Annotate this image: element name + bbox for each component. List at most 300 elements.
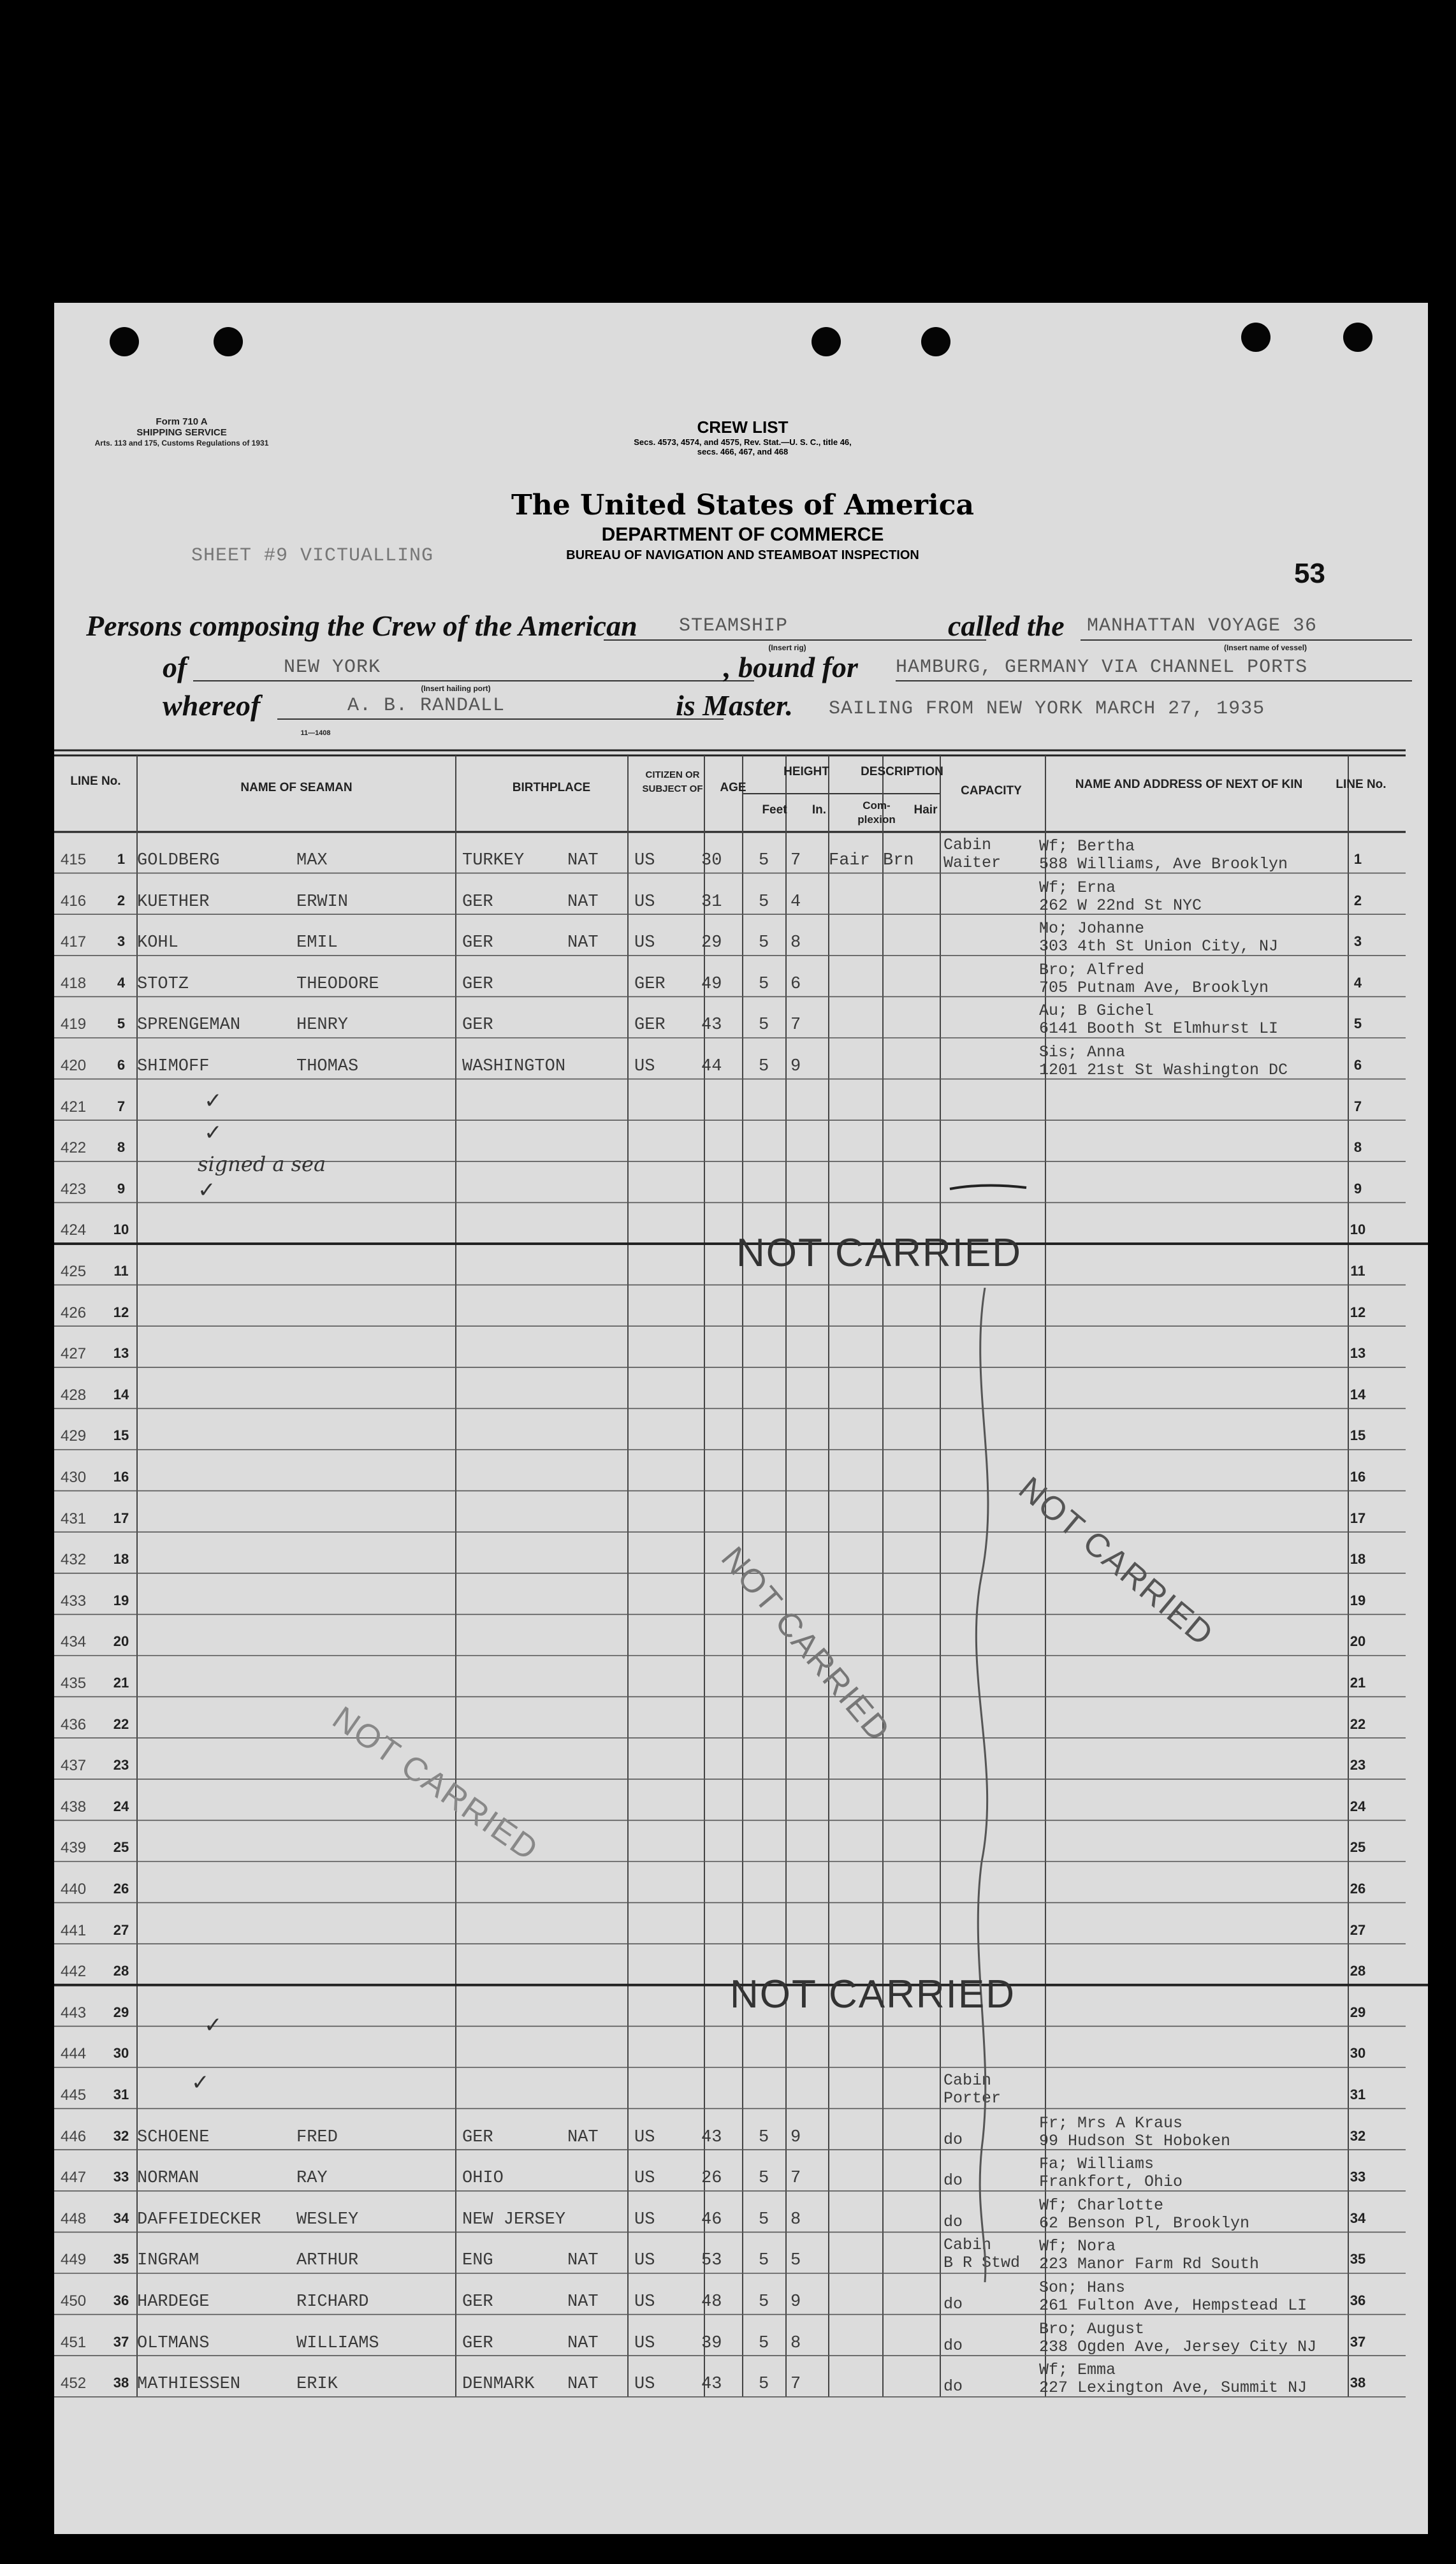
cell-nat: NAT [567, 892, 599, 912]
cell-capacity-detail: B R Stwd [943, 2254, 1021, 2273]
line-number: 13 [113, 1345, 129, 1362]
cell-in: 9 [790, 1057, 801, 1076]
print-code: 11—1408 [300, 729, 331, 737]
cell-nat: NAT [567, 2127, 599, 2147]
manifest-number: 427 [61, 1345, 87, 1363]
cell-capacity-detail: do [943, 2295, 963, 2313]
line-number: 26 [113, 1881, 129, 1897]
cell-age: 48 [701, 2292, 722, 2312]
cell-birth: DENMARK [462, 2375, 535, 2394]
line-number-right: 38 [1350, 2375, 1366, 2391]
cell-birth: GER [462, 2127, 493, 2147]
line-number-right: 30 [1350, 2045, 1366, 2062]
line-number: 16 [113, 1469, 129, 1485]
cell-surname: KOHL [137, 933, 178, 953]
cell-capacity-detail: Porter [943, 2089, 1001, 2108]
line-number: 36 [113, 2292, 129, 2308]
cell-nat: NAT [567, 851, 599, 870]
cell-surname: DAFFEIDECKER [137, 2210, 261, 2229]
manifest-number: 438 [61, 1798, 87, 1816]
line-number: 34 [113, 2210, 129, 2226]
line-number: 24 [113, 1798, 129, 1814]
cell-cit: US [634, 2333, 655, 2353]
cell-surname: GOLDBERG [137, 851, 220, 870]
cell-cit: US [634, 2292, 655, 2312]
cell-kin1: Au; B Gichel [1039, 1002, 1154, 1021]
cell-kin1: Bro; Alfred [1039, 960, 1145, 979]
cell-birth: ENG [462, 2251, 493, 2271]
is-master-label: is Master. [676, 689, 794, 722]
cell-age: 39 [701, 2333, 722, 2353]
line-number-right: 21 [1350, 1675, 1366, 1691]
manifest-number: 446 [61, 2127, 87, 2145]
line-number-right: 12 [1350, 1304, 1366, 1320]
cell-birth: GER [462, 1016, 493, 1035]
cell-kin1: Wf; Nora [1039, 2237, 1116, 2256]
line-number: 35 [113, 2251, 129, 2268]
crew-table [54, 303, 1428, 2534]
cell-kin-address: 227 Lexington Ave, Summit NJ [1039, 2378, 1307, 2398]
cell-surname: SPRENGEMAN [137, 1016, 241, 1035]
line-number: 11 [113, 1263, 129, 1279]
manifest-number: 440 [61, 1881, 87, 1898]
cell-age: 31 [701, 892, 722, 912]
cell-kin-address: Frankfort, Ohio [1039, 2173, 1183, 2192]
line-number-right: 4 [1353, 974, 1362, 991]
line-number-right: 25 [1350, 1839, 1366, 1856]
line-number-right: 13 [1350, 1345, 1366, 1362]
line-number-right: 26 [1350, 1881, 1366, 1897]
cell-kin-address: 99 Hudson St Hoboken [1039, 2131, 1231, 2150]
line-number: 15 [113, 1427, 129, 1444]
line-number-right: 6 [1353, 1057, 1362, 1073]
line-number-right: 2 [1353, 892, 1362, 908]
line-number: 31 [113, 2087, 129, 2102]
cell-capacity-detail: Waiter [943, 854, 1001, 872]
cell-kin-address: 1201 21st St Washington DC [1039, 1061, 1288, 1079]
line-number-right: 15 [1350, 1427, 1366, 1444]
cell-birth: GER [462, 2333, 493, 2353]
page-number: 53 [1294, 558, 1325, 589]
not-carried-stamp: NOT CARRIED [730, 1972, 1016, 2016]
header-height: HEIGHT [783, 765, 829, 778]
line-number-right: 5 [1353, 1016, 1362, 1032]
cell-cit: US [634, 933, 655, 953]
cell-kin-address: 238 Ogden Ave, Jersey City NJ [1039, 2337, 1317, 2356]
cell-surname: SCHOENE [137, 2127, 210, 2147]
manifest-number: 428 [61, 1386, 87, 1404]
cell-given: MAX [296, 851, 328, 870]
cell-birth: GER [462, 933, 493, 953]
cell-ft: 5 [759, 851, 769, 870]
line-number-right: 24 [1350, 1798, 1366, 1814]
cell-ft: 5 [759, 2127, 769, 2147]
cell-birth: GER [462, 892, 493, 912]
cell-kin-address: 6141 Booth St Elmhurst LI [1039, 1019, 1279, 1038]
cell-given: WESLEY [296, 2210, 359, 2229]
bound-label: , bound for [724, 651, 858, 683]
line-number: 8 [117, 1139, 126, 1156]
cell-age: 43 [701, 1016, 722, 1035]
line-number: 22 [113, 1715, 129, 1732]
manifest-number: 437 [61, 1757, 87, 1775]
cell-given: ERIK [296, 2375, 338, 2394]
persons-label: Persons composing the Crew of the American [86, 609, 637, 642]
check-mark: ✓ [204, 2013, 222, 2038]
cell-surname: KUETHER [137, 892, 210, 912]
line-number-right: 28 [1350, 1963, 1366, 1979]
line-number-right: 1 [1353, 851, 1362, 867]
cell-ft: 5 [759, 892, 769, 912]
line-number: 38 [113, 2375, 129, 2391]
cell-ft: 5 [759, 2375, 769, 2394]
manifest-number: 435 [61, 1675, 87, 1692]
cell-nat: NAT [567, 2375, 599, 2394]
sheet-note: SHEET #9 VICTUALLING [191, 545, 434, 567]
cell-in: 7 [790, 2375, 801, 2394]
cell-in: 5 [790, 2251, 801, 2271]
check-mark: ✓ [191, 2070, 210, 2095]
cell-capacity: Cabin [943, 2236, 992, 2255]
cell-kin1: Wf; Charlotte [1039, 2196, 1164, 2215]
line-number-right: 33 [1350, 2169, 1366, 2185]
form-title: CREW LIST [697, 418, 789, 437]
cell-cit: US [634, 2375, 655, 2394]
called-label: called the [948, 609, 1065, 642]
check-mark: ✓ [204, 1120, 222, 1146]
line-number: 10 [113, 1221, 129, 1238]
line-number: 6 [117, 1057, 126, 1073]
cell-ft: 5 [759, 933, 769, 953]
line-number-right: 34 [1350, 2210, 1366, 2226]
cell-given: FRED [296, 2127, 338, 2147]
cell-kin1: Fr; Mrs A Kraus [1039, 2113, 1183, 2132]
cell-given: EMIL [296, 933, 338, 953]
cell-capacity-detail: do [943, 2130, 963, 2149]
cell-ft: 5 [759, 2292, 769, 2312]
header-line-no: LINE No. [70, 775, 121, 788]
line-number-right: 37 [1350, 2333, 1366, 2350]
manifest-number: 423 [61, 1180, 87, 1198]
line-number: 32 [113, 2127, 129, 2144]
cell-age: 26 [701, 2169, 722, 2189]
cell-kin1: Wf; Emma [1039, 2361, 1116, 2380]
header-complexion: Com-plexion [857, 799, 896, 826]
line-number: 28 [113, 1963, 129, 1979]
line-number-right: 17 [1350, 1510, 1366, 1526]
cell-birth: NEW JERSEY [462, 2210, 566, 2229]
cell-kin-address: 588 Williams, Ave Brooklyn [1039, 855, 1288, 873]
manifest-number: 430 [61, 1469, 87, 1486]
cell-in: 9 [790, 2292, 801, 2312]
line-number: 7 [117, 1098, 126, 1114]
cell-in: 7 [790, 851, 801, 870]
cell-capacity: Cabin [943, 836, 992, 854]
header-description: DESCRIPTION [861, 765, 943, 778]
manifest-number: 445 [61, 2087, 87, 2104]
cell-birth: GER [462, 974, 493, 994]
cell-in: 8 [790, 933, 801, 953]
manifest-number: 436 [61, 1715, 87, 1733]
manifest-number: 416 [61, 892, 87, 910]
sailing-note: SAILING FROM NEW YORK MARCH 27, 1935 [829, 698, 1265, 720]
not-carried-stamp: NOT CARRIED [326, 1699, 546, 1868]
header-inches: In. [812, 803, 827, 817]
cell-cit: US [634, 2127, 655, 2147]
line-number: 12 [113, 1304, 129, 1320]
manifest-number: 418 [61, 974, 87, 992]
country-title: The United States of America [511, 489, 975, 521]
cell-in: 7 [790, 2169, 801, 2189]
vessel-value: MANHATTAN VOYAGE 36 [1087, 615, 1318, 637]
cell-age: 43 [701, 2127, 722, 2147]
destination-value: HAMBURG, GERMANY VIA CHANNEL PORTS [896, 657, 1308, 678]
rig-value: STEAMSHIP [679, 615, 789, 637]
cell-in: 8 [790, 2210, 801, 2229]
line-number-right: 20 [1350, 1633, 1366, 1650]
line-number-right: 19 [1350, 1592, 1366, 1608]
cell-kin1: Fa; Williams [1039, 2155, 1154, 2174]
cell-in: 4 [790, 892, 801, 912]
header-feet: Feet [762, 803, 787, 817]
manifest-number: 433 [61, 1592, 87, 1610]
cell-ft: 5 [759, 1057, 769, 1076]
manifest-number: 429 [61, 1427, 87, 1445]
line-number-right: 27 [1350, 1921, 1366, 1938]
cell-cit: US [634, 2251, 655, 2271]
check-mark: ✓ [198, 1177, 216, 1203]
line-number-right: 16 [1350, 1469, 1366, 1485]
cell-kin-address: 262 W 22nd St NYC [1039, 896, 1202, 915]
cell-cit: US [634, 1057, 655, 1076]
cell-given: HENRY [296, 1016, 349, 1035]
header-citizen: CITIZEN OR SUBJECT OF [642, 769, 703, 794]
manifest-number: 425 [61, 1263, 87, 1280]
manifest-number: 450 [61, 2292, 87, 2310]
cell-kin-address: 303 4th St Union City, NJ [1039, 937, 1279, 956]
manifest-number: 432 [61, 1551, 87, 1569]
cell-given: RICHARD [296, 2292, 369, 2312]
line-number-right: 35 [1350, 2251, 1366, 2268]
cell-nat: NAT [567, 2333, 599, 2353]
line-number-right: 7 [1353, 1098, 1362, 1114]
cell-given: THEODORE [296, 974, 379, 994]
cell-kin-address: 223 Manor Farm Rd South [1039, 2255, 1260, 2274]
line-number-right: 11 [1350, 1263, 1365, 1279]
manifest-number: 451 [61, 2333, 87, 2351]
manifest-number: 424 [61, 1221, 87, 1239]
vessel-caption: (Insert name of vessel) [1223, 643, 1307, 652]
cell-cit: US [634, 851, 655, 870]
cell-ft: 5 [759, 2210, 769, 2229]
cell-age: 29 [701, 933, 722, 953]
cell-surname: HARDEGE [137, 2292, 210, 2312]
cell-given: ARTHUR [296, 2251, 359, 2271]
manifest-number: 415 [61, 851, 87, 868]
line-number-right: 3 [1353, 933, 1362, 950]
line-number: 19 [113, 1592, 129, 1608]
cell-capacity-detail: do [943, 2212, 963, 2231]
header-capacity: CAPACITY [961, 784, 1022, 798]
cell-capacity-detail: do [943, 2377, 963, 2396]
line-number: 3 [117, 933, 126, 950]
header-block: CREW LIST Secs. 4573, 4574, and 4575, Rev. Stat.—U. S. C., title 46, secs. 466, 467, and 468 [564, 418, 921, 456]
header-kin: NAME AND ADDRESS OF NEXT OF KIN [1075, 778, 1303, 791]
manifest-number: 417 [61, 933, 87, 951]
line-number: 2 [117, 892, 126, 908]
line-number: 4 [117, 974, 126, 991]
not-carried-stamp: NOT CARRIED [1012, 1469, 1221, 1654]
manifest-number: 448 [61, 2210, 87, 2227]
cell-age: 43 [701, 2375, 722, 2394]
cell-ft: 5 [759, 2169, 769, 2189]
cell-capacity-detail: do [943, 2336, 963, 2355]
cell-in: 7 [790, 1016, 801, 1035]
rig-caption: (Insert rig) [768, 643, 806, 652]
cell-birth: TURKEY [462, 851, 525, 870]
line-number: 30 [113, 2045, 129, 2062]
line-number: 5 [117, 1016, 126, 1032]
line-number: 25 [113, 1839, 129, 1856]
cell-in: 8 [790, 2333, 801, 2353]
line-number: 18 [113, 1551, 129, 1568]
line-number: 27 [113, 1921, 129, 1938]
manifest-number: 420 [61, 1057, 87, 1074]
cell-age: 46 [701, 2210, 722, 2229]
manifest-number: 444 [61, 2045, 87, 2063]
cell-cit: US [634, 892, 655, 912]
cell-in: 6 [790, 974, 801, 994]
line-number-right: 9 [1353, 1180, 1362, 1197]
cell-kin-address: 62 Benson Pl, Brooklyn [1039, 2213, 1250, 2233]
cell-age: 44 [701, 1057, 722, 1076]
manifest-number: 426 [61, 1304, 87, 1322]
cell-kin1: Wf; Erna [1039, 878, 1116, 897]
cell-birth: GER [462, 2292, 493, 2312]
cell-age: 49 [701, 974, 722, 994]
cell-birth: OHIO [462, 2169, 504, 2189]
cell-ft: 5 [759, 974, 769, 994]
port-caption: (Insert hailing port) [421, 684, 491, 693]
signed-note: signed a sea [198, 1152, 326, 1176]
cell-given: WILLIAMS [296, 2333, 379, 2353]
cell-capacity-detail: do [943, 2171, 963, 2190]
cell-comp: Fair [829, 851, 870, 870]
cell-hair: Brn [883, 851, 914, 870]
wavy-line [963, 1288, 1007, 2282]
cell-age: 53 [701, 2251, 722, 2271]
port-value: NEW YORK [284, 657, 381, 678]
line-number: 29 [113, 2004, 129, 2020]
line-number: 14 [113, 1386, 129, 1402]
manifest-number: 449 [61, 2251, 87, 2269]
cell-surname: NORMAN [137, 2169, 200, 2189]
cell-surname: SHIMOFF [137, 1057, 210, 1076]
manifest-number: 419 [61, 1016, 87, 1033]
line-number-right: 8 [1353, 1139, 1362, 1156]
header-line-no-right: LINE No. [1336, 778, 1387, 791]
line-number: 21 [113, 1675, 129, 1691]
cell-cit: US [634, 2210, 655, 2229]
manifest-number: 431 [61, 1510, 87, 1527]
line-number: 20 [113, 1633, 129, 1650]
manifest-number: 442 [61, 1963, 87, 1981]
cell-capacity: Cabin [943, 2071, 992, 2090]
check-mark: ✓ [204, 1088, 222, 1114]
line-number-right: 31 [1350, 2087, 1366, 2102]
cell-kin1: Mo; Johanne [1039, 919, 1145, 938]
manifest-number: 434 [61, 1633, 87, 1651]
cell-kin1: Wf; Bertha [1039, 837, 1135, 856]
cell-nat: NAT [567, 933, 599, 953]
line-number: 9 [117, 1180, 126, 1197]
department-name: DEPARTMENT OF COMMERCE [601, 524, 884, 545]
cell-ft: 5 [759, 2251, 769, 2271]
manifest-number: 447 [61, 2169, 87, 2187]
line-number: 1 [117, 851, 126, 867]
manifest-number: 422 [61, 1139, 87, 1157]
line-number-right: 23 [1350, 1757, 1366, 1774]
cell-in: 9 [790, 2127, 801, 2147]
header-age: AGE [720, 781, 746, 794]
manifest-number: 452 [61, 2375, 87, 2393]
master-value: A. B. RANDALL [347, 695, 506, 717]
crew-list-sheet [54, 303, 1428, 2534]
cell-nat: NAT [567, 2292, 599, 2312]
line-number-right: 14 [1350, 1386, 1366, 1402]
header-hair: Hair [914, 803, 938, 817]
cell-birth: WASHINGTON [462, 1057, 566, 1076]
of-label: of [163, 651, 187, 683]
manifest-number: 421 [61, 1098, 87, 1116]
cell-given: RAY [296, 2169, 328, 2189]
line-number: 37 [113, 2333, 129, 2350]
cell-nat: NAT [567, 2251, 599, 2271]
whereof-label: whereof [163, 689, 261, 722]
cell-kin1: Son; Hans [1039, 2278, 1126, 2297]
line-number-right: 29 [1350, 2004, 1366, 2020]
cell-surname: OLTMANS [137, 2333, 210, 2353]
cell-kin-address: 261 Fulton Ave, Hempstead LI [1039, 2296, 1307, 2315]
cell-kin1: Sis; Anna [1039, 1043, 1126, 1061]
cell-surname: MATHIESSEN [137, 2375, 241, 2394]
manifest-number: 443 [61, 2004, 87, 2021]
cell-cit: GER [634, 1016, 666, 1035]
cell-ft: 5 [759, 2333, 769, 2353]
cell-cit: GER [634, 974, 666, 994]
line-number-right: 36 [1350, 2292, 1366, 2308]
cell-kin1: Bro; August [1039, 2319, 1145, 2338]
line-number: 17 [113, 1510, 129, 1526]
cell-cit: US [634, 2169, 655, 2189]
line-number-right: 22 [1350, 1715, 1366, 1732]
line-number: 23 [113, 1757, 129, 1774]
manifest-number: 439 [61, 1839, 87, 1857]
form-block: Form 710 A SHIPPING SERVICE Arts. 113 and 175, Customs Regulations of 1931 [94, 416, 269, 448]
dash-mark [947, 1181, 1030, 1194]
line-number-right: 10 [1350, 1221, 1366, 1238]
not-carried-stamp: NOT CARRIED [713, 1540, 898, 1749]
cell-kin-address: 705 Putnam Ave, Brooklyn [1039, 978, 1269, 997]
manifest-number: 441 [61, 1921, 87, 1939]
not-carried-stamp: NOT CARRIED [736, 1231, 1023, 1275]
bureau-name: BUREAU OF NAVIGATION AND STEAMBOAT INSPECTION [566, 548, 919, 562]
cell-surname: INGRAM [137, 2251, 200, 2271]
header-name: NAME OF SEAMAN [240, 781, 353, 794]
cell-ft: 5 [759, 1016, 769, 1035]
line-number: 33 [113, 2169, 129, 2185]
cell-age: 30 [701, 851, 722, 870]
